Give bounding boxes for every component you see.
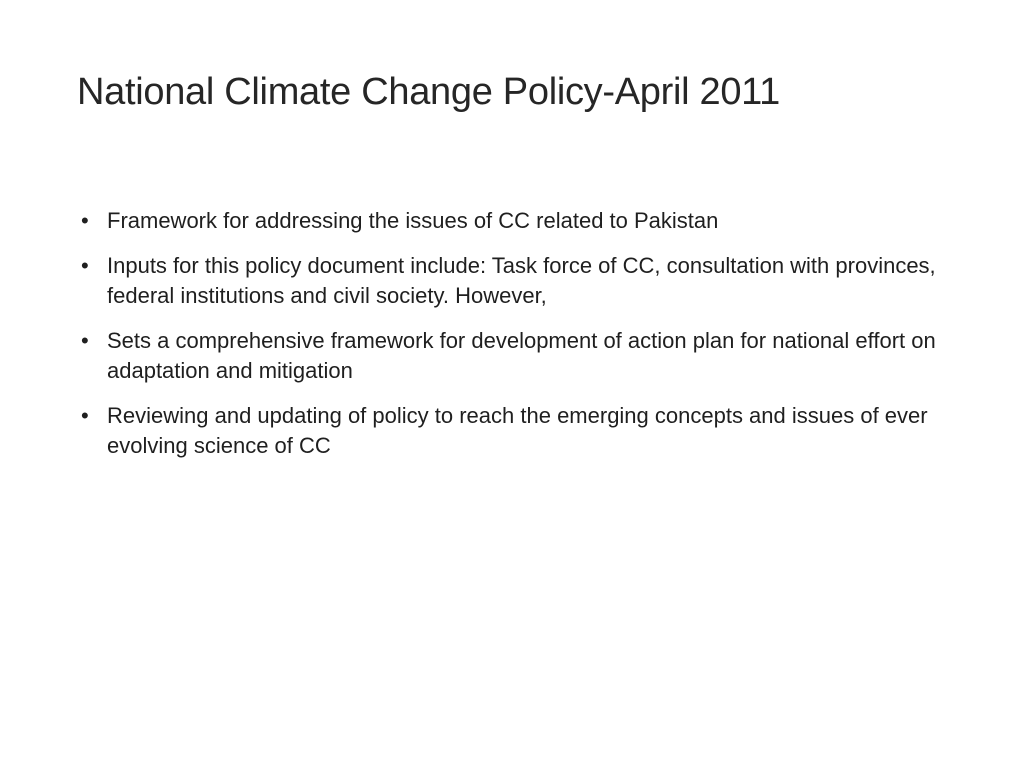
bullet-icon: • [81, 403, 89, 428]
slide-title: National Climate Change Policy-April 2011 [77, 71, 781, 113]
bullet-text: Sets a comprehensive framework for development of action plan for national effort on adaptation and mitigation [107, 328, 936, 383]
bullet-item-4 [78, 401, 938, 461]
bullet-item-1 [78, 206, 938, 236]
bullet-text: Reviewing and updating of policy to reach the emerging concepts and issues of ever evolving science of CC [107, 403, 928, 458]
bullet-icon: • [81, 253, 89, 278]
bullet-item-3 [78, 326, 938, 386]
bullet-item-2 [78, 251, 938, 311]
bullet-text: Framework for addressing the issues of CC related to Pakistan [107, 208, 719, 233]
bullet-icon: • [81, 328, 89, 353]
bullet-text: Inputs for this policy document include: Task force of CC, consultation with provinces, federal institutions and civil society. However, [107, 253, 936, 308]
bullet-list [78, 206, 938, 476]
bullet-icon: • [81, 208, 89, 233]
